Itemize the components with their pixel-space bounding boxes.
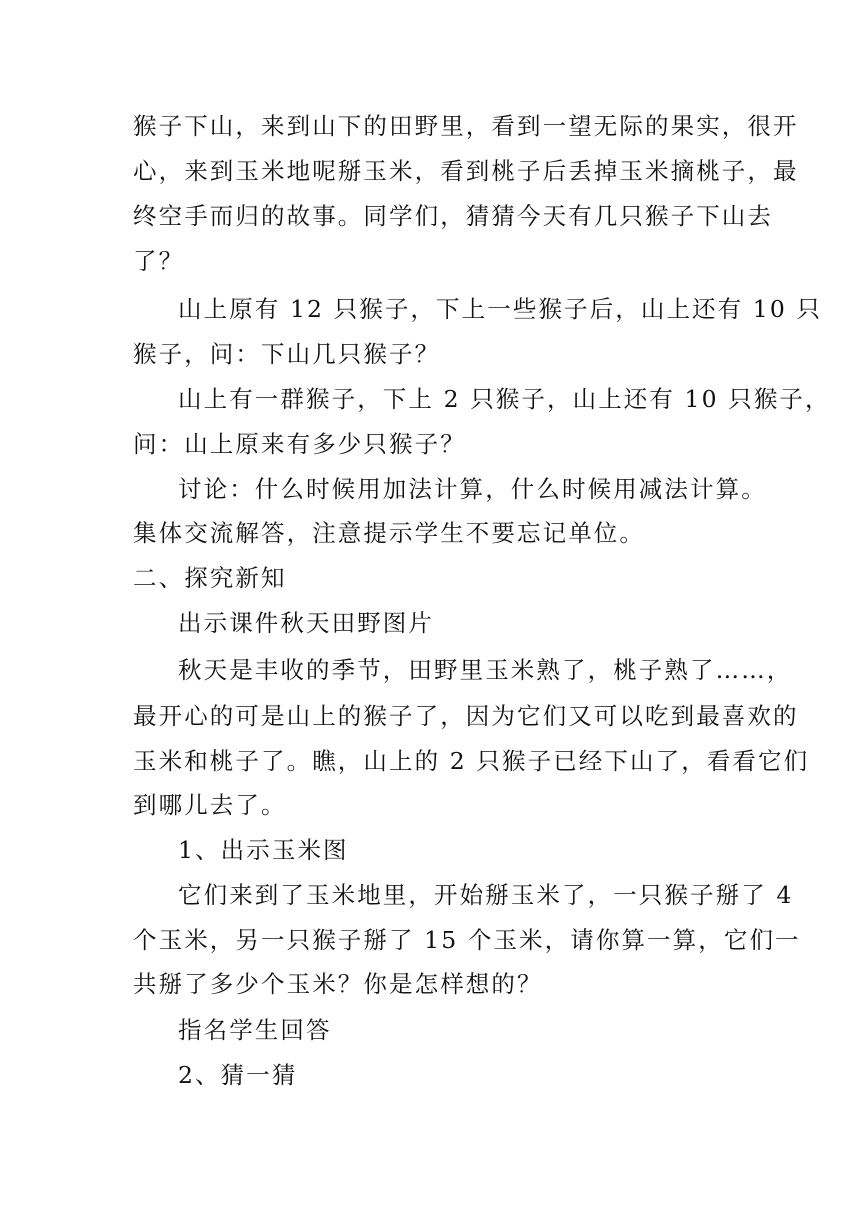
text-line: 个玉米，另一只猴子掰了 15 个玉米，请你算一算，它们一 bbox=[133, 926, 801, 954]
subsection-heading: 2、猜一猜 bbox=[178, 1061, 298, 1089]
section-heading: 二、探究新知 bbox=[133, 564, 287, 592]
text-line: 山上有一群猴子，下上 2 只猴子，山上还有 10 只猴子， bbox=[178, 385, 831, 413]
text-line: 玉米和桃子了。瞧，山上的 2 只猴子已经下山了，看看它们 bbox=[133, 747, 810, 775]
text-line: 集体交流解答，注意提示学生不要忘记单位。 bbox=[133, 519, 645, 547]
text-line: 问：山上原来有多少只猴子？ bbox=[133, 430, 466, 458]
text-line: 指名学生回答 bbox=[178, 1016, 332, 1044]
text-line: 到哪儿去了。 bbox=[133, 791, 287, 819]
text-line: 终空手而归的故事。同学们，猜猜今天有几只猴子下山去 bbox=[133, 202, 773, 230]
text-line: 秋天是丰收的季节，田野里玉米熟了，桃子熟了……， bbox=[178, 656, 793, 684]
text-line: 山上原有 12 只猴子，下上一些猴子后，山上还有 10 只 bbox=[178, 295, 823, 323]
text-line: 共掰了多少个玉米？你是怎样想的？ bbox=[133, 970, 543, 998]
text-line: 它们来到了玉米地里，开始掰玉米了，一只猴子掰了 4 bbox=[178, 881, 794, 909]
text-line: 猴子，问：下山几只猴子？ bbox=[133, 340, 441, 368]
text-line: 心，来到玉米地呢掰玉米，看到桃子后丢掉玉米摘桃子，最 bbox=[133, 157, 799, 185]
subsection-heading: 1、出示玉米图 bbox=[178, 836, 349, 864]
text-line: 猴子下山，来到山下的田野里，看到一望无际的果实，很开 bbox=[133, 112, 799, 140]
text-line: 出示课件秋天田野图片 bbox=[178, 609, 434, 637]
text-line: 讨论：什么时候用加法计算，什么时候用减法计算。 bbox=[178, 475, 767, 503]
text-line: 了？ bbox=[133, 247, 185, 275]
text-line: 最开心的可是山上的猴子了，因为它们又可以吃到最喜欢的 bbox=[133, 702, 799, 730]
